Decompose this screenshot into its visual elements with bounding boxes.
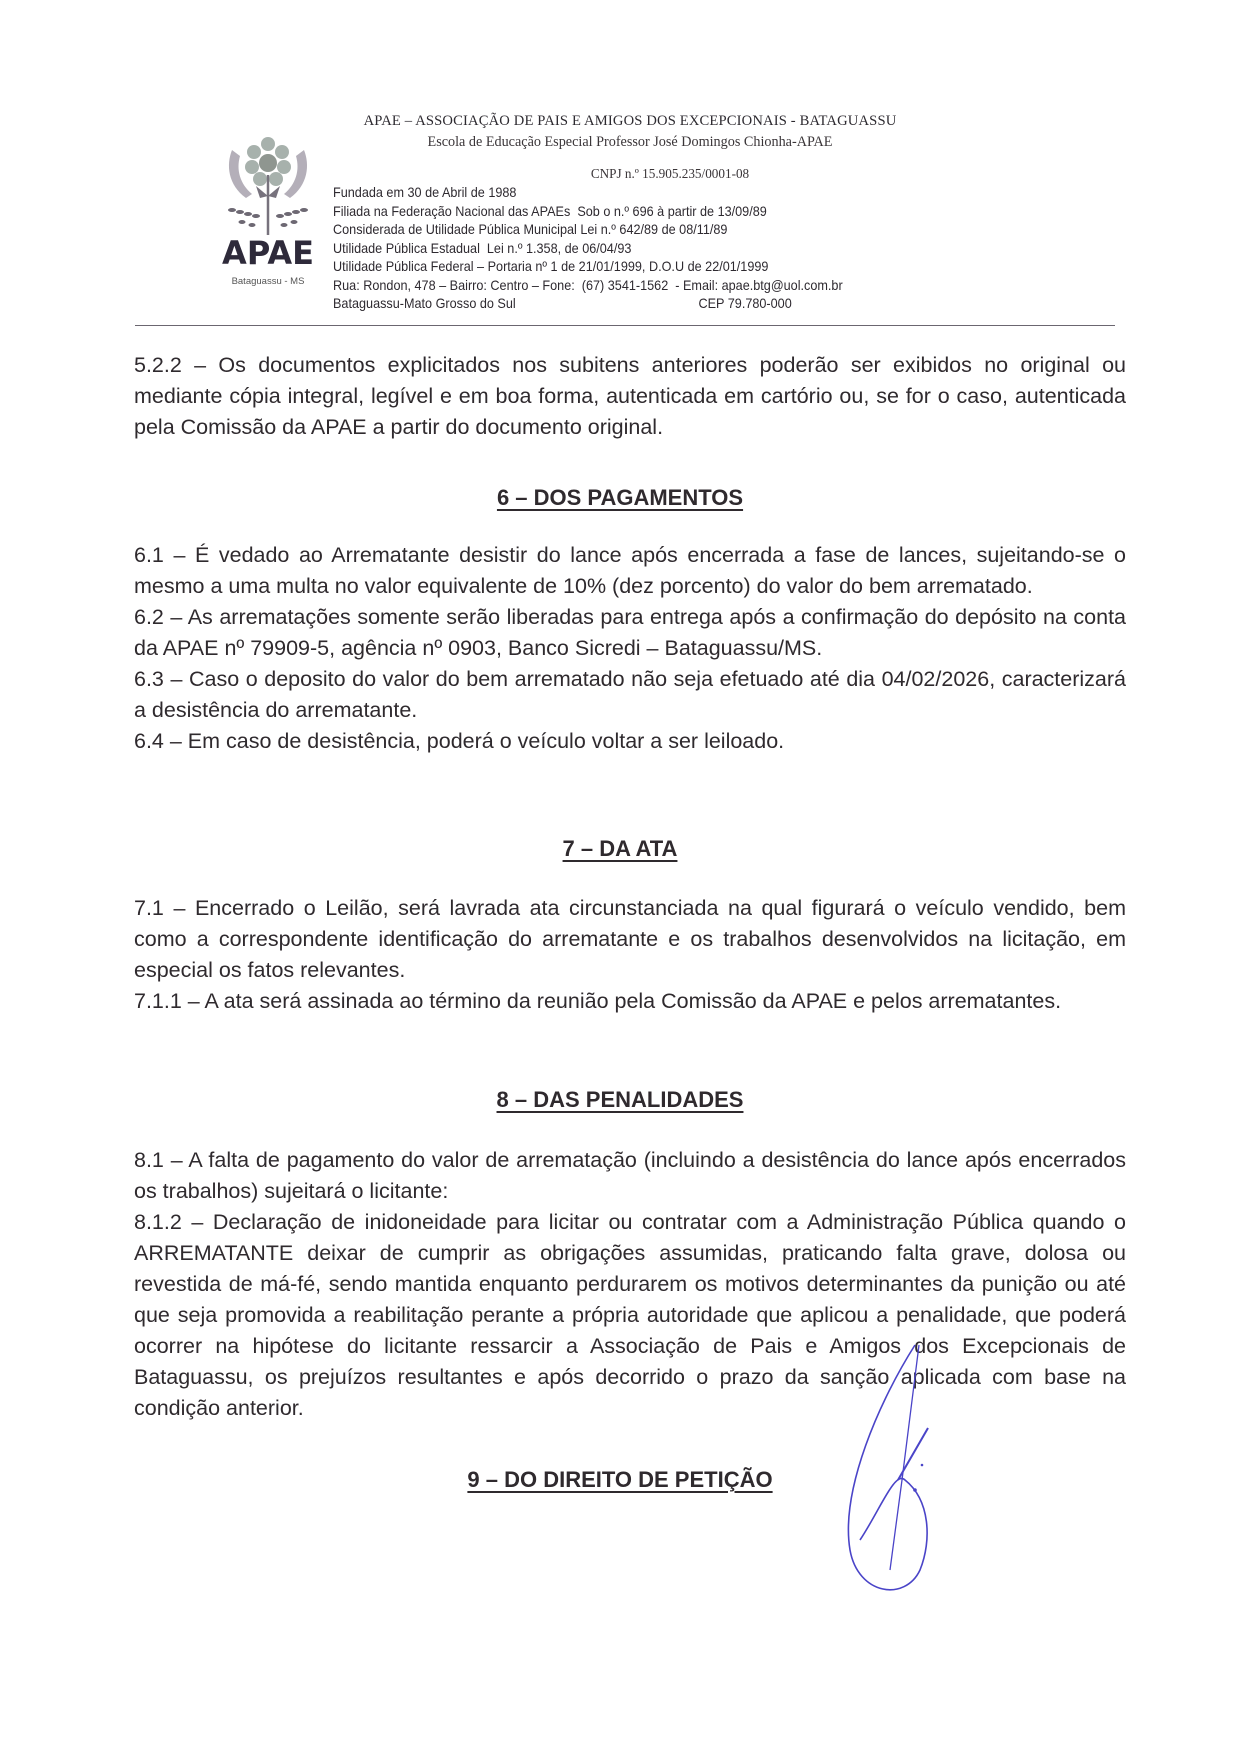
header-divider — [135, 325, 1115, 326]
municipal-utility-line: Considerada de Utilidade Pública Municipal Lei n.º 642/89 de 08/11/89 — [333, 222, 728, 237]
signature-dot — [921, 1464, 924, 1467]
school-name: Escola de Educação Especial Professor José Domingos Chionha-APAE — [427, 134, 833, 150]
state-utility-line: Utilidade Pública Estadual Lei n.º 1.358, de 06/04/93 — [333, 240, 632, 256]
header-info — [333, 184, 1003, 314]
section-6-body — [134, 540, 1126, 757]
section-6-title: 6 – DOS PAGAMENTOS — [496, 485, 744, 510]
clause-6-3: 6.3 – Caso o deposito do valor do bem arrematado não seja efetuado até dia 04/02/2026, caracterizará a desistência do arrematante. — [134, 667, 1126, 722]
address-line: Rua: Rondon, 478 – Bairro: Centro – Fone: (67) 3541-1562 - Email: apae.btg@uol.com.br — [333, 277, 843, 293]
cep: CEP 79.780-000 — [698, 296, 792, 311]
federation-line: Filiada na Federação Nacional das APAEs Sob o n.º 696 à partir de 13/09/89 — [333, 203, 767, 219]
federal-utility-line: Utilidade Pública Federal – Portaria nº 1 de 21/01/1999, D.O.U de 22/01/1999 — [333, 259, 769, 274]
clause-8-1-2: 8.1.2 – Declaração de inidoneidade para licitar ou contratar com a Administração Pública quando o ARREMATANTE deixar de cumprir as obrigações assumidas, praticando falta grave, dolosa ou revestida de má-fé, sendo mantida enquanto perdurarem os motivos determinantes da punição ou até que seja promovida a reabilitação perante a própria autoridade que aplicou a penalidade, que poderá ocorrer na hipótese do licitante ressarcir a Associação de Pais e Amigos dos Excepcionais de Bataguassu, os prejuízos resultantes e após decorrido o prazo da sanção aplicada com base na condição anterior. — [134, 1210, 1126, 1420]
founded-line: Fundada em 30 de Abril de 1988 — [333, 185, 517, 200]
city-line — [333, 295, 1003, 314]
clause-7-1: 7.1 – Encerrado o Leilão, será lavrada ata circunstanciada na qual figurará o veículo vendido, bem como a correspondente identificação do arrematante e os trabalhos desenvolvidos na licitação, em especial os fatos relevantes. — [134, 896, 1126, 982]
clause-6-1: 6.1 – É vedado ao Arrematante desistir do lance após encerrada a fase de lances, sujeitando-se o mesmo a uma multa no valor equivalente de 10% (dez porcento) do valor do bem arrematado. — [134, 543, 1126, 598]
section-7-body — [134, 893, 1126, 1017]
section-6-heading — [0, 485, 1240, 511]
section-8-title: 8 – DAS PENALIDADES — [496, 1087, 744, 1112]
organization-title: APAE – ASSOCIAÇÃO DE PAIS E AMIGOS DOS EXCEPCIONAIS - BATAGUASSU — [363, 113, 897, 129]
logo-subtitle: Bataguassu - MS — [231, 276, 305, 287]
city: Bataguassu-Mato Grosso do Sul — [333, 296, 516, 311]
cnpj: CNPJ n.º 15.905.235/0001-08 — [590, 166, 750, 181]
section-8-heading — [0, 1087, 1240, 1113]
clause-5-2-2: 5.2.2 – Os documentos explicitados nos subitens anteriores poderão ser exibidos no original ou mediante cópia integral, legível e em boa forma, autenticada em cartório ou, se for o caso, autenticada pela Comissão da APAE a partir do documento original. — [134, 353, 1126, 439]
apae-logo — [218, 130, 318, 300]
logo-wordmark: APAE — [222, 234, 314, 272]
section-7-heading — [0, 836, 1240, 862]
section-9-title: 9 – DO DIREITO DE PETIÇÃO — [467, 1467, 773, 1492]
clause-6-4: 6.4 – Em caso de desistência, poderá o veículo voltar a ser leiloado. — [134, 729, 785, 753]
section-8-body — [134, 1145, 1126, 1424]
clause-6-2: 6.2 – As arrematações somente serão liberadas para entrega após a confirmação do depósito na conta da APAE nº 79909-5, agência nº 0903, Banco Sicredi – Bataguassu/MS. — [134, 605, 1126, 660]
section-9-heading — [0, 1467, 1240, 1493]
clause-7-1-1: 7.1.1 – A ata será assinada ao término da reunião pela Comissão da APAE e pelos arrematantes. — [134, 989, 1062, 1013]
paragraph-5-2-2 — [134, 350, 1126, 443]
section-7-title: 7 – DA ATA — [562, 836, 678, 861]
clause-8-1: 8.1 – A falta de pagamento do valor de arrematação (incluindo a desistência do lance após encerrados os trabalhos) sujeitará o licitante: — [134, 1148, 1126, 1203]
